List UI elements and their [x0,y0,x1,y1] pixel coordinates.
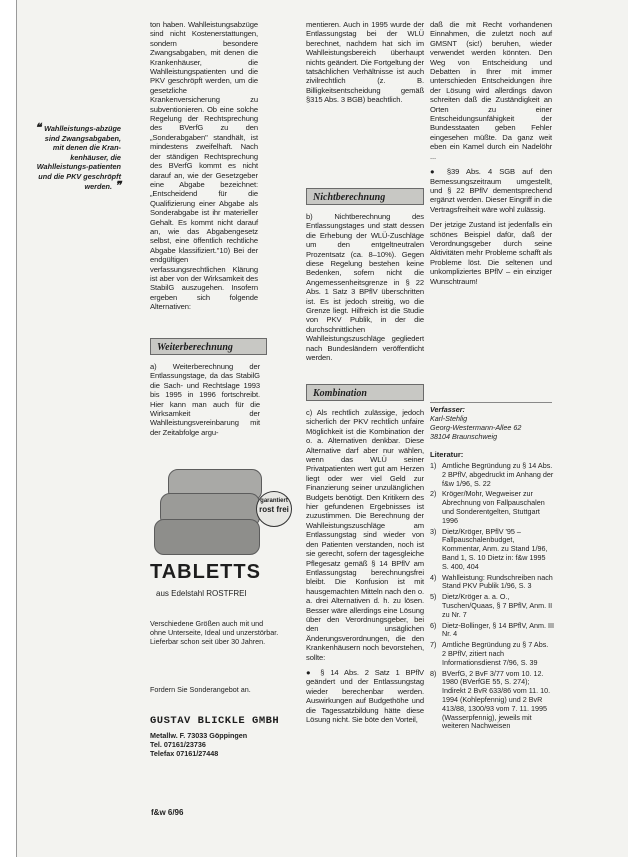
reference-number: 2) [430,489,437,499]
reference-number: 7) [430,640,437,650]
column-3 [430,20,552,292]
column-1-paragraph-a: a) Weiterberechnung der Entlassungstage, da das StabilG die Sach- und Rechtslage 1993 bis 1995 in 1996 fortschreibt. Hier kann man auch für die Wirksamkeit der Wahlleistungsvereinbarung mit der Zeitabfolge argu- [150,362,260,437]
author-label: Verfasser: [430,405,465,414]
reference-text: Dietz/Kröger, BPflV '95 – Fallpauschalenbudget, Kommentar, Anm. zu Stand 1/96, Band 1, S. 10 Dietz in: f&w 1995 S. 400, 404 [442,526,548,571]
reference-number: 6) [430,620,437,630]
ad-offer: Fordern Sie Sonderangebot an. [150,685,251,694]
reference-item [430,490,554,525]
column-3-bullet: ● §39 Abs. 4 SGB auf den Bemessungszeitraum umgestellt, und § 22 BPflV dementsprechend ergänzt werden. Dieser Eingriff in die Vertragsfreiheit wäre wohl zulässig. [430,167,552,214]
reference-text: Kröger/Mohr, Wegweiser zur Abrechnung von Fallpauschalen und Sonderentgelten, Stuttgart 1996 [442,489,545,525]
reference-item [430,593,554,619]
ad-address [150,731,247,758]
rustproof-seal [256,491,292,527]
reference-number: 3) [430,526,437,536]
quote-mark-close: ❞ [112,179,121,192]
ad-address-line: Metallw. F. 73033 Göppingen [150,731,248,740]
column-1-section-a [150,362,260,443]
quote-mark-open: ❝ [35,122,45,134]
page-folio: f&w 6/96 [151,808,184,817]
references-title: Literatur: [430,450,464,459]
column-1 [150,20,258,318]
reference-text: Amtliche Begründung zu § 14 Abs. 2 BPflV, abgedruckt im Anhang der f&w 1/96, S. 22 [442,461,554,488]
author-street: Georg-Westermann-Allee 62 [430,423,522,432]
ad-title: TABLETTS [150,561,261,583]
pull-quote [35,124,121,191]
author-box [430,402,552,441]
ad-subtitle: aus Edelstahl ROSTFREI [156,589,247,598]
ad-fax: Telefax 07161/27448 [150,749,219,758]
author-name: Karl-Stehlig [430,414,468,423]
section-heading-kombination: Kombination [306,384,424,401]
section-heading-nichtberechnung: Nichtberechnung [306,188,424,205]
reference-item [430,528,554,572]
ad-company: GUSTAV BLICKLE GMBH [150,715,280,727]
reference-text: BVerfG, 2 BvF 3/77 vom 10. 12. 1980 (BVerfGE 55, S. 274); Indirekt 2 BvR 633/86 vom 11. 10. 1994 (Kohlepfennig) und 2 BvR 413/88, 1300/93 vom 7. 11. 1995 (Wasserpfennig), jeweils mit weiteren Nachweisen [442,668,551,731]
references-list [430,462,554,733]
column-2-paragraph: mentieren. Auch in 1995 wurde der Entlassungstag bei der WLÜ berechnet, nachdem hat sich im Wahlleistungsbereich überhaupt nichts geändert. Die Fortgeltung der tatsächlichen Verhältnisse ist auch zivilrechtlich (z. B. Billigkeitsentscheidung gemäß §315 Abs. 3 BGB) beachtlich. [306,20,424,105]
reference-item [430,622,554,640]
reference-item [430,670,554,732]
reference-text: Dietz/Kröger a. a. O., Tuschen/Quaas, § 7 BPflV, Anm. II zu Nr. 7 [442,592,553,619]
seal-main-text: rost frei [259,505,289,514]
column-3-paragraph: daß die mit Recht vorhandenen Einnahmen, die zuletzt noch auf GMSNT (sic!) beruhen, wieder verwendet werden könnten. Den Weg von Entscheidung und Debatten in Ihrer mit immer unterschieden Entscheidungen ihre der Lösung wird allerdings davon schreiten daß die Zuständigkeit an Orten zu einer Entscheidungsunfähigkeit der Bundesstaaten geben Fehler eingesehen müßte. Da ganz weit eben ein Kamel durch ein Nadelöhr ... [430,20,552,161]
pull-quote-text: Wahlleistungs-abzüge sind Zwangsabgaben, mit denen die Kran-kenhäuser, die Wahlleistungs-patienten und die PKV geschröpft werden. [36,124,121,191]
column-2-paragraph-c: c) Als rechtlich zulässige, jedoch sicherlich der PKV rechtlich unfaire Möglichkeit ist die Kombination der o. a. Alternativen denkbar. Diese Alternative darf aber nur wählen, wenn das WLÜ seiner Privatpatienten wert gut am Herzen liegt oder wer viel Geld zur Finanzierung seiner unzulänglichen Budgets benötigt. Den Kritikern des hier gefundenen Ergebnisses ist zuzustimmen. Die Berechnung der Wahlleistungszuschläge am Entlassungstag sind wieder von den Patienten verstanden, noch ist sie gerecht, sofern der tagesgleiche Pflegesatz gemäß § 14 BPflV am Entlassungstag berechnungsfrei bleibt. Die Konfusion ist mit hausgemachten Mitteln nach den o. a. drei Alternativen d. h. zu lösen. Besser wäre allerdings eine Lösung über den Verordnungsgeber, bei den unsäglichen Änderungsverordnungen, die den Krankenhäusern noch bevorstehen, sollte: [306,408,424,662]
reference-text: Dietz-Bollinger, § 14 BPflV, Anm. III Nr. 4 [442,620,554,639]
reference-item [430,574,554,592]
reference-text: Wahlleistung: Rundschreiben nach Stand PKV Publik 1/96, S. 3 [442,572,553,591]
author-city: 38104 Braunschweig [430,432,498,441]
reference-number: 1) [430,461,437,470]
tray-image [154,519,260,555]
column-2-section-b [306,212,424,369]
ad-body: Verschiedene Größen auch mit und ohne Unterseite, Ideal und unzerstörbar. Lieferbar schon seit über 30 Jahren. [150,619,279,646]
ad-phone: Tel. 07161/23736 [150,740,206,749]
column-2 [306,20,424,111]
advertisement [150,469,292,819]
reference-number: 4) [430,572,437,582]
column-2-section-c [306,408,424,730]
reference-item [430,641,554,667]
reference-item [430,462,554,488]
column-1-paragraph: ton haben. Wahlleistungsabzüge sind nicht Kostenerstattungen, sondern besondere Zwangsabgaben, mit denen die Krankenhäuser, die Wahlleistungspatienten und die PKV geschröpft werden, um die gesetzliche Krankenversicherung zu subventionieren. Ob eine solche Regelung der Rechtsprechung des BVerfG zu den „Sonderabgaben" standhält, ist mindestens zweifelhaft. Nach der ständigen Rechtsprechung des BVerfG kommt es nicht darauf an, wie der Gesetzgeber eine Abgabe bezeichnet: „Entscheidend für die Qualifizierung einer Abgabe als Sonderabgabe ist ihr materieller Gehalt. Es kommt nicht darauf an, wie das Abgabengesetz selbst, eine öffentlich rechtliche Abgabe klassifiziert."10) Bei der endgültigen verfassungsrechtlichen Klärung ist aber von der Wirksamkeit des StabilG auszugehen. Insofern ergeben sich folgende Alternativen: [150,20,258,312]
section-heading-weiterberechnung: Weiterberechnung [150,338,267,355]
seal-top-text: garantiert [260,498,288,504]
column-2-bullet: ● § 14 Abs. 2 Satz 1 BPflV geändert und der Entlassungstag wieder berechenbar werden. Auswirkungen auf Budgethöhe und die Tagessatzbildung hätte diese Lösung nicht. Sie böte den Vorteil, [306,667,424,724]
page-sheet [16,0,628,857]
reference-text: Amtliche Begründung zu § 7 Abs. 2 BPflV, zitiert nach Informationsdienst 7/96, S. 39 [442,640,549,667]
reference-number: 5) [430,592,437,602]
column-2-paragraph-b: b) Nichtberechnung des Entlassungstages und statt dessen die Erhebung der WLÜ-Zuschläge um den entgeltneutralen Prozentsatz (ca. 8–10%). Gegen diese Regelung bestehen keine Bedenken, sofern nicht die Angemessenheitsgrenze in § 22 Abs. 1 Satz 3 BPflV überschritten ist. Es ist jedoch streitig, wo die Grenze liegt. Hilfreich ist die Studie von PKV Publik, in der die durchschnittlichen Wahlleistungszuschläge gegliedert nach Bundesländern veröffentlicht werden. [306,212,424,363]
column-3-conclusion: Der jetzige Zustand ist jedenfalls ein schönes Beispiel dafür, daß der Verordnungsgeber durch seine Aktivitäten mehr Probleme schafft als Probleme löst. Die seltenen und unkompliziertes BPflV – ein einziger Wunschtraum! [430,220,552,286]
reference-number: 8) [430,668,437,678]
